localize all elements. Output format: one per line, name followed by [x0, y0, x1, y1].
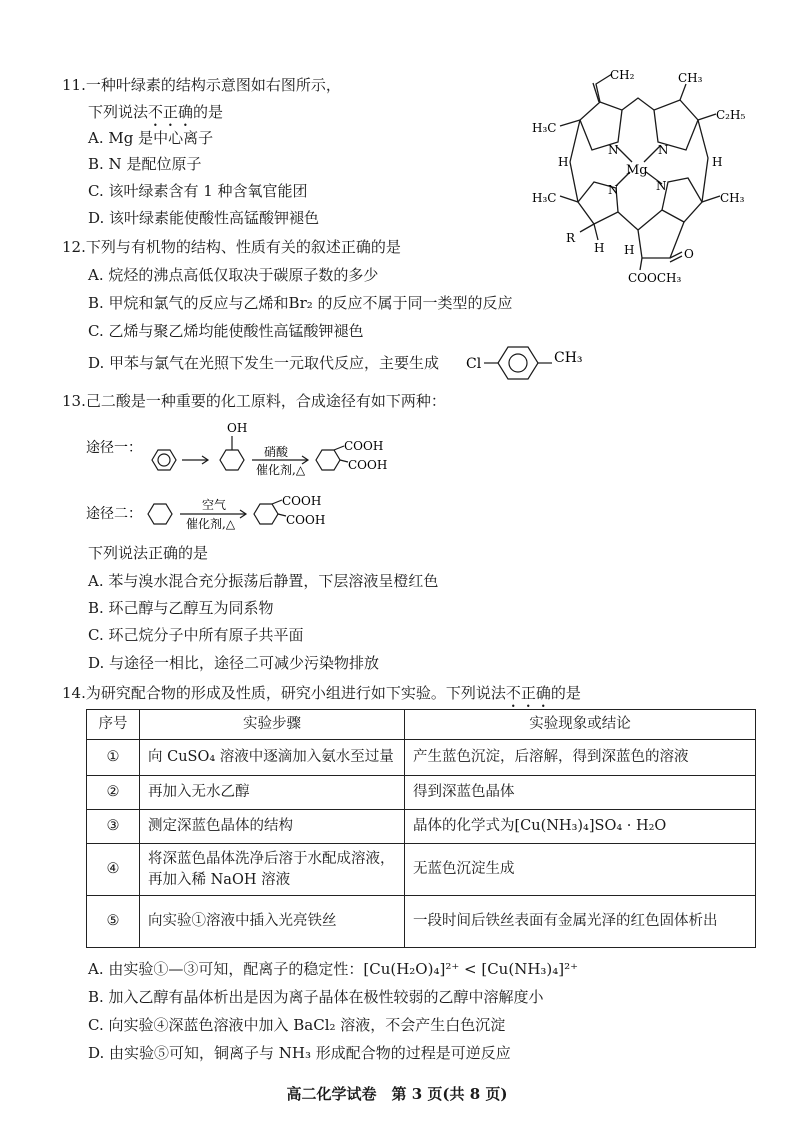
label-n-3: N [608, 183, 619, 197]
label-oh: OH [227, 421, 248, 435]
q11-option-b: B. N 是配位原子 [88, 155, 202, 173]
label-r: R [566, 231, 576, 245]
table-row [87, 844, 756, 896]
label-h3c-left: H₃C [532, 121, 557, 135]
page-footer: 高二化学试卷 第 3 页(共 8 页) [286, 1085, 508, 1103]
q13-option-c: C. 环己烷分子中所有原子共平面 [88, 626, 304, 644]
row-result: 一段时间后铁丝表面有金属光泽的红色固体析出 [405, 896, 756, 948]
label-mg: Mg [626, 163, 648, 178]
row-index: ② [87, 776, 140, 810]
row-result: 晶体的化学式为[Cu(NH₃)₄]SO₄ · H₂O [405, 810, 756, 844]
route-two-condition: 催化剂,△ [186, 517, 236, 531]
q11-option-c: C. 该叶绿素含有 1 种含氧官能团 [88, 182, 308, 200]
row-index: ④ [87, 844, 140, 896]
row-result: 无蓝色沉淀生成 [405, 844, 756, 896]
row-step: 将深蓝色晶体洗净后溶于水配成溶液，再加入稀 NaOH 溶液 [140, 844, 405, 896]
row-index: ③ [87, 810, 140, 844]
label-h3c-lower: H₃C [532, 191, 557, 205]
route-one-condition: 催化剂,△ [256, 463, 306, 477]
label-n-2: N [658, 143, 669, 157]
q12-stem: 12.下列与有机物的结构、性质有关的叙述正确的是 [62, 238, 401, 256]
route-two-cooh-1: COOH [282, 494, 322, 508]
header-index: 序号 [87, 710, 140, 740]
label-h-ring: H [624, 243, 635, 257]
q13-option-b: B. 环己醇与乙醇互为同系物 [88, 599, 274, 617]
label-n-1: N [608, 143, 619, 157]
route-one-cooh-2: COOH [348, 458, 388, 472]
table-row [87, 740, 756, 776]
label-ch3-right: CH₃ [720, 191, 745, 205]
route-one-scheme [86, 414, 406, 486]
q12-option-c: C. 乙烯与聚乙烯均能使酸性高锰酸钾褪色 [88, 322, 364, 340]
label-ch2: CH₂ [610, 68, 635, 82]
row-step: 再加入无水乙醇 [140, 776, 405, 810]
q14-option-b: B. 加入乙醇有晶体析出是因为离子晶体在极性较弱的乙醇中溶解度小 [88, 988, 544, 1006]
label-cooch3: COOCH₃ [628, 271, 682, 285]
q13-stem: 13.己二酸是一种重要的化工原料，合成途径有如下两种： [62, 392, 446, 410]
label-o: O [684, 247, 694, 261]
q11-option-a: A. Mg 是中心离子 [88, 129, 214, 147]
row-step: 测定深蓝色晶体的结构 [140, 810, 405, 844]
label-n-4: N [656, 179, 667, 193]
table-row [87, 896, 756, 948]
q11-prompt: 下列说法不正确的是 [88, 103, 224, 121]
route-one-reagent: 硝酸 [264, 445, 289, 459]
row-result: 产生蓝色沉淀，后溶解，得到深蓝色的溶液 [405, 740, 756, 776]
row-index: ① [87, 740, 140, 776]
q12-option-b: B. 甲烷和氯气的反应与乙烯和Br₂ 的反应不属于同一类型的反应 [88, 294, 513, 312]
label-ch3-top: CH₃ [678, 71, 703, 85]
table-row [87, 810, 756, 844]
row-result: 得到深蓝色晶体 [405, 776, 756, 810]
route-one-label: 途径一： [86, 440, 142, 456]
chlorophyll-structure [520, 62, 760, 287]
q11-stem: 11.一种叶绿素的结构示意图如右图所示， [62, 76, 341, 94]
experiment-table [86, 709, 756, 948]
q14-option-a: A. 由实验①—③可知，配离子的稳定性：[Cu(H₂O)₄]²⁺ < [Cu(NH₃)₄]²⁺ [88, 960, 579, 978]
label-ch3: CH₃ [554, 350, 583, 366]
row-step: 向实验①溶液中插入光亮铁丝 [140, 896, 405, 948]
q14-stem: 14.为研究配合物的形成及性质，研究小组进行如下实验。下列说法不正确的是 [62, 684, 581, 702]
label-cl: Cl [466, 356, 482, 372]
route-two-label: 途径二： [86, 506, 142, 522]
label-h-right: H [712, 155, 723, 169]
header-steps: 实验步骤 [140, 710, 405, 740]
route-two-reagent: 空气 [202, 498, 227, 512]
route-one-cooh-1: COOH [344, 439, 384, 453]
q14-option-c: C. 向实验④深蓝色溶液中加入 BaCl₂ 溶液，不会产生白色沉淀 [88, 1016, 506, 1034]
q14-option-d: D. 由实验⑤可知，铜离子与 NH₃ 形成配合物的过程是可逆反应 [88, 1044, 511, 1062]
q13-prompt: 下列说法正确的是 [88, 544, 209, 562]
q13-option-d: D. 与途径一相比，途径二可减少污染物排放 [88, 654, 380, 672]
p-chlorotoluene-structure [464, 342, 594, 382]
q12-option-d: D. 甲苯与氯气在光照下发生一元取代反应，主要生成 [88, 354, 440, 372]
table-row [87, 776, 756, 810]
label-h-left: H [558, 155, 569, 169]
q11-option-d: D. 该叶绿素能使酸性高锰酸钾褪色 [88, 209, 320, 227]
q12-option-a: A. 烷烃的沸点高低仅取决于碳原子数的多少 [88, 266, 379, 284]
header-results: 实验现象或结论 [405, 710, 756, 740]
row-index: ⑤ [87, 896, 140, 948]
label-c2h5: C₂H₅ [716, 108, 746, 122]
table-header-row [87, 710, 756, 740]
row-step: 向 CuSO₄ 溶液中逐滴加入氨水至过量 [140, 740, 405, 776]
route-two-scheme [86, 488, 406, 538]
q13-option-a: A. 苯与溴水混合充分振荡后静置，下层溶液呈橙红色 [88, 572, 439, 590]
label-h-lower: H [594, 241, 605, 255]
route-two-cooh-2: COOH [286, 513, 326, 527]
